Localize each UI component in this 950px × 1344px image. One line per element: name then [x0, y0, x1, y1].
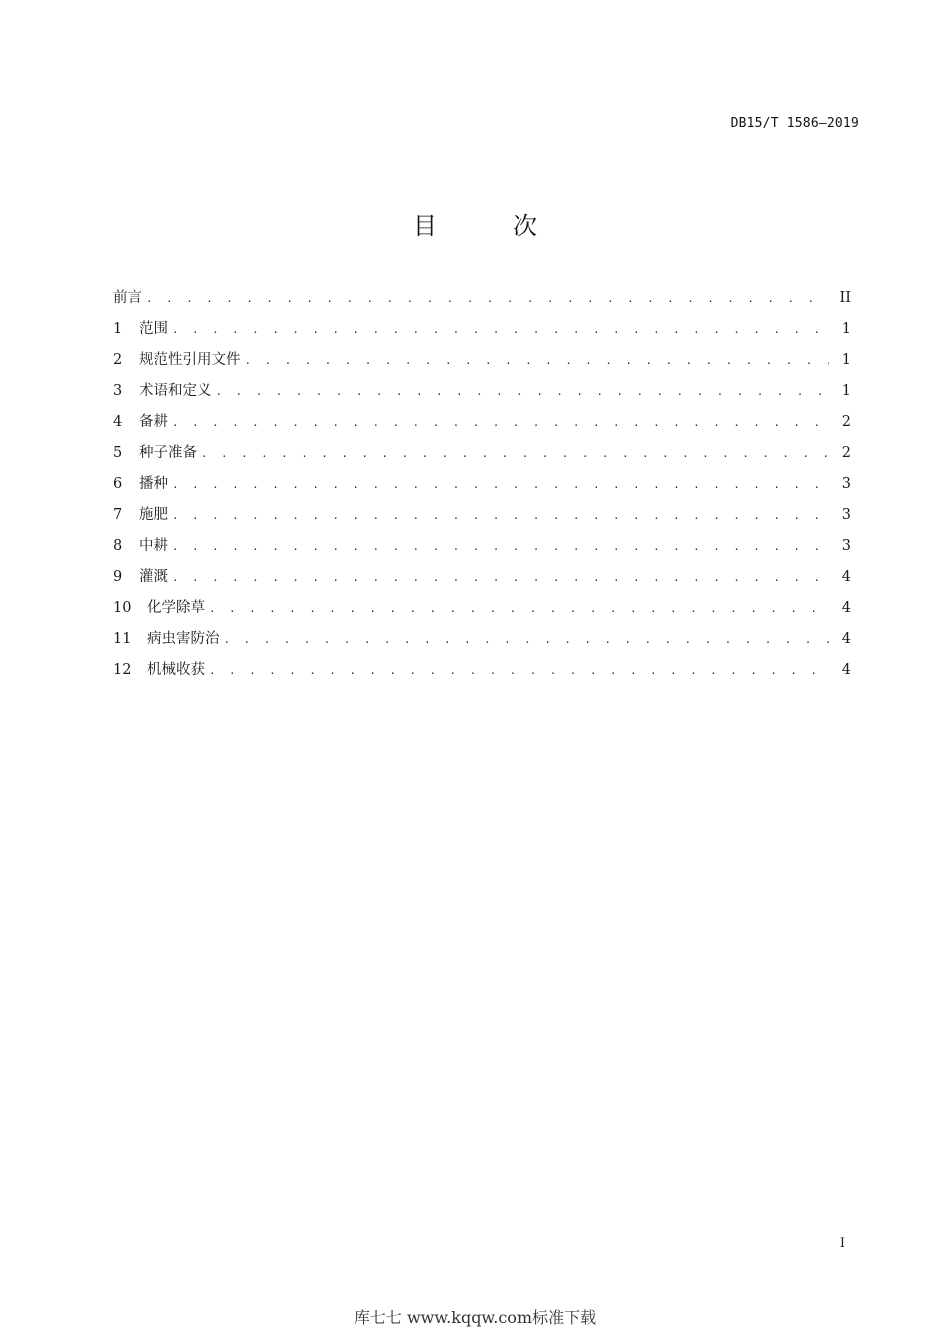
toc-entry-page: II	[839, 290, 851, 306]
toc-entry-normative-references[interactable]	[113, 349, 851, 380]
toc-entry-number: 4	[113, 414, 123, 430]
toc-entry-label: 施肥	[139, 507, 168, 523]
toc-entry-number: 8	[113, 538, 123, 554]
page-number: I	[839, 1236, 845, 1251]
toc-entry-label: 备耕	[139, 414, 168, 430]
toc-dot-leader	[245, 350, 830, 372]
toc-entry-pest-control[interactable]	[113, 628, 851, 659]
toc-entry-terms-definitions[interactable]	[113, 380, 851, 411]
toc-entry-page: 3	[841, 507, 851, 523]
toc-entry-number: 11	[113, 631, 132, 647]
toc-entry-label: 种子准备	[139, 445, 197, 461]
table-of-contents	[113, 287, 851, 690]
toc-entry-page: 2	[841, 445, 851, 461]
toc-entry-page: 1	[841, 352, 851, 368]
toc-entry-irrigation[interactable]	[113, 566, 851, 597]
toc-entry-label: 规范性引用文件	[139, 352, 241, 368]
toc-dot-leader	[172, 505, 829, 527]
toc-dot-leader	[172, 536, 829, 558]
toc-entry-label: 前言	[113, 290, 142, 306]
toc-dot-leader	[201, 443, 829, 465]
toc-entry-sowing[interactable]	[113, 473, 851, 504]
toc-dot-leader	[224, 629, 830, 651]
toc-entry-seed-preparation[interactable]	[113, 442, 851, 473]
toc-dot-leader	[209, 598, 829, 620]
toc-entry-soil-preparation[interactable]	[113, 411, 851, 442]
toc-entry-number: 7	[113, 507, 123, 523]
toc-entry-fertilization[interactable]	[113, 504, 851, 535]
toc-title: 目 次	[413, 212, 563, 240]
toc-dot-leader	[209, 660, 829, 682]
toc-entry-number: 12	[113, 662, 132, 678]
toc-entry-page: 4	[841, 569, 851, 585]
toc-entry-page: 3	[841, 538, 851, 554]
toc-entry-number: 1	[113, 321, 123, 337]
toc-entry-label: 术语和定义	[139, 383, 212, 399]
toc-entry-page: 4	[841, 631, 851, 647]
toc-entry-scope[interactable]	[113, 318, 851, 349]
toc-entry-label: 机械收获	[147, 662, 205, 678]
toc-entry-number: 2	[113, 352, 123, 368]
toc-entry-label: 化学除草	[147, 600, 205, 616]
toc-entry-number: 9	[113, 569, 123, 585]
toc-entry-foreword[interactable]	[113, 287, 851, 318]
toc-entry-page: 3	[841, 476, 851, 492]
toc-entry-label: 灌溉	[139, 569, 168, 585]
toc-entry-page: 4	[841, 600, 851, 616]
document-code: DB15/T 1586—2019	[730, 116, 859, 131]
toc-entry-number: 6	[113, 476, 123, 492]
toc-entry-mechanical-harvest[interactable]	[113, 659, 851, 690]
toc-dot-leader	[172, 319, 829, 341]
toc-entry-intertillage[interactable]	[113, 535, 851, 566]
toc-entry-chemical-weeding[interactable]	[113, 597, 851, 628]
toc-entry-page: 1	[841, 321, 851, 337]
toc-entry-page: 2	[841, 414, 851, 430]
toc-entry-number: 3	[113, 383, 123, 399]
toc-dot-leader	[216, 381, 830, 403]
toc-entry-label: 播种	[139, 476, 168, 492]
toc-dot-leader	[146, 288, 829, 310]
toc-dot-leader	[172, 412, 829, 434]
toc-entry-number: 10	[113, 600, 132, 616]
toc-entry-page: 4	[841, 662, 851, 678]
toc-entry-label: 范围	[139, 321, 168, 337]
footer-watermark: 库七七 www.kqqw.com标准下载	[353, 1308, 597, 1327]
toc-entry-label: 病虫害防治	[147, 631, 220, 647]
toc-dot-leader	[172, 567, 829, 589]
toc-entry-page: 1	[841, 383, 851, 399]
toc-dot-leader	[172, 474, 829, 496]
toc-entry-number: 5	[113, 445, 123, 461]
toc-entry-label: 中耕	[139, 538, 168, 554]
